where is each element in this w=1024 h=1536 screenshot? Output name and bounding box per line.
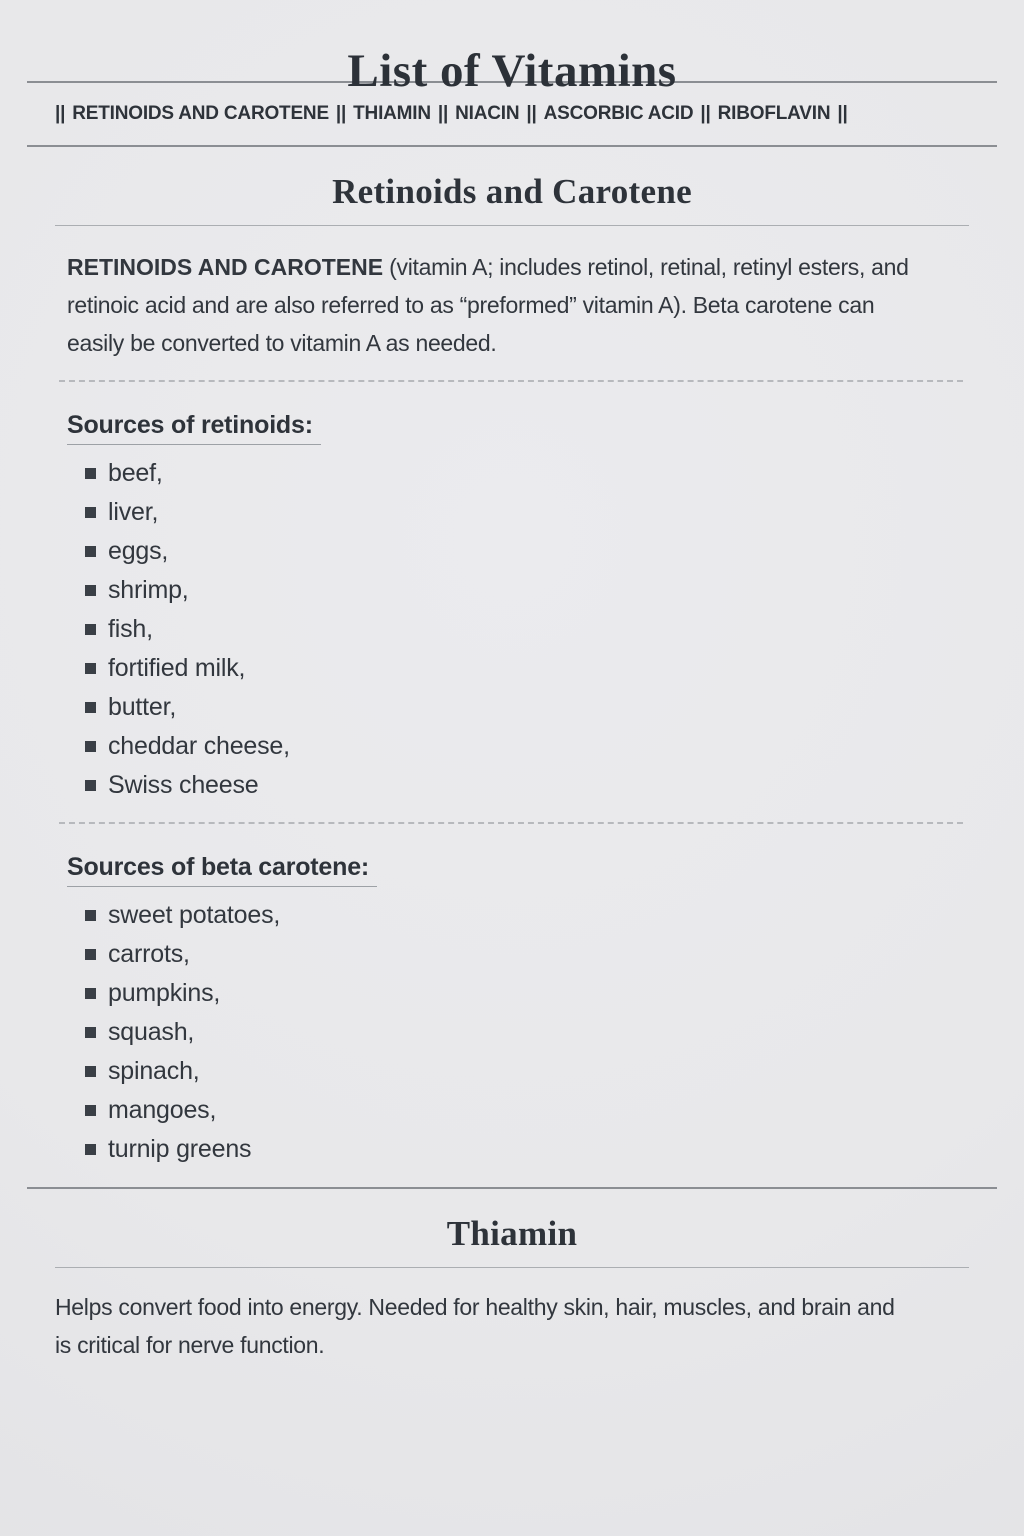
section-retinoids-and-carotene (27, 171, 997, 1169)
square-bullet-icon (85, 585, 96, 596)
dotted-divider (59, 380, 963, 382)
list-item (85, 1013, 997, 1052)
list-item (85, 454, 997, 493)
list-item (85, 727, 997, 766)
list-item-label: beef, (108, 459, 163, 487)
nav-item-ascorbic-acid[interactable]: ASCORBIC ACID (543, 103, 694, 124)
carotene-sources-block (67, 852, 997, 887)
list-item (85, 1130, 997, 1169)
list-item (85, 974, 997, 1013)
nav-separator: || (526, 103, 537, 124)
list-item (85, 896, 997, 935)
list-item (85, 610, 997, 649)
square-bullet-icon (85, 780, 96, 791)
list-item (85, 935, 997, 974)
carotene-sources-list (27, 896, 997, 1169)
section-divider (27, 1187, 997, 1189)
nav-separator: || (837, 103, 848, 124)
dotted-divider (59, 822, 963, 824)
list-item (85, 532, 997, 571)
list-item (85, 571, 997, 610)
thiamin-description: Helps convert food into energy. Needed for healthy skin, hair, muscles, and brain and is critical for nerve function. (55, 1294, 895, 1358)
retinoids-intro-lead: RETINOIDS AND CAROTENE (67, 254, 384, 280)
list-item (85, 1052, 997, 1091)
list-item-label: squash, (108, 1018, 195, 1046)
subheading-retinoid-sources: Sources of retinoids: (67, 410, 321, 445)
list-item-label: fortified milk, (108, 654, 246, 682)
section-thiamin (27, 1213, 997, 1364)
heading-underline-rule (55, 1267, 969, 1268)
page-title: List of Vitamins (347, 45, 677, 97)
nav-item-thiamin[interactable]: THIAMIN (353, 103, 431, 124)
square-bullet-icon (85, 910, 96, 921)
nav-divider (27, 145, 997, 147)
list-item-label: spinach, (108, 1057, 200, 1085)
nav-item-riboflavin[interactable]: RIBOFLAVIN (717, 103, 831, 124)
list-item (85, 766, 997, 805)
nav-item-retinoids-and-carotene[interactable]: RETINOIDS AND CAROTENE (72, 103, 329, 124)
square-bullet-icon (85, 1105, 96, 1116)
square-bullet-icon (85, 507, 96, 518)
heading-underline-rule (55, 225, 969, 226)
square-bullet-icon (85, 1027, 96, 1038)
square-bullet-icon (85, 468, 96, 479)
retinoids-intro-text: (vitamin A; includes retinol, retinal, retinyl esters, and retinoic acid and are also referred to as “preformed” vitamin A). Beta carotene can easily be converted to vitamin A as needed. (67, 254, 909, 356)
square-bullet-icon (85, 1066, 96, 1077)
list-item-label: carrots, (108, 940, 190, 968)
list-item-label: butter, (108, 693, 177, 721)
list-item-label: cheddar cheese, (108, 732, 290, 760)
subheading-carotene-sources: Sources of beta carotene: (67, 852, 377, 887)
list-item (85, 1091, 997, 1130)
square-bullet-icon (85, 988, 96, 999)
nav-separator: || (437, 103, 449, 124)
list-item-label: liver, (108, 498, 159, 526)
retinoid-sources-list (27, 454, 997, 805)
section-heading-retinoids: Retinoids and Carotene (332, 172, 692, 211)
retinoid-sources-block (67, 410, 997, 445)
square-bullet-icon (85, 1144, 96, 1155)
list-item (85, 649, 997, 688)
list-item-label: fish, (108, 615, 153, 643)
list-item-label: eggs, (108, 537, 169, 565)
list-item (85, 688, 997, 727)
square-bullet-icon (85, 741, 96, 752)
section-heading-thiamin: Thiamin (446, 1214, 578, 1253)
square-bullet-icon (85, 546, 96, 557)
nav-item-niacin[interactable]: NIACIN (455, 103, 520, 124)
list-item-label: pumpkins, (108, 979, 221, 1007)
list-item (85, 493, 997, 532)
list-item-label: Swiss cheese (108, 771, 259, 799)
nav-separator: || (55, 103, 66, 124)
nav-separator: || (700, 103, 711, 124)
list-item-label: shrimp, (108, 576, 189, 604)
square-bullet-icon (85, 702, 96, 713)
nav-separator: || (335, 103, 347, 124)
list-item-label: sweet potatoes, (108, 901, 281, 929)
square-bullet-icon (85, 663, 96, 674)
retinoids-intro-paragraph (67, 248, 935, 362)
list-item-label: turnip greens (108, 1135, 252, 1163)
square-bullet-icon (85, 949, 96, 960)
square-bullet-icon (85, 624, 96, 635)
list-item-label: mangoes, (108, 1096, 217, 1124)
